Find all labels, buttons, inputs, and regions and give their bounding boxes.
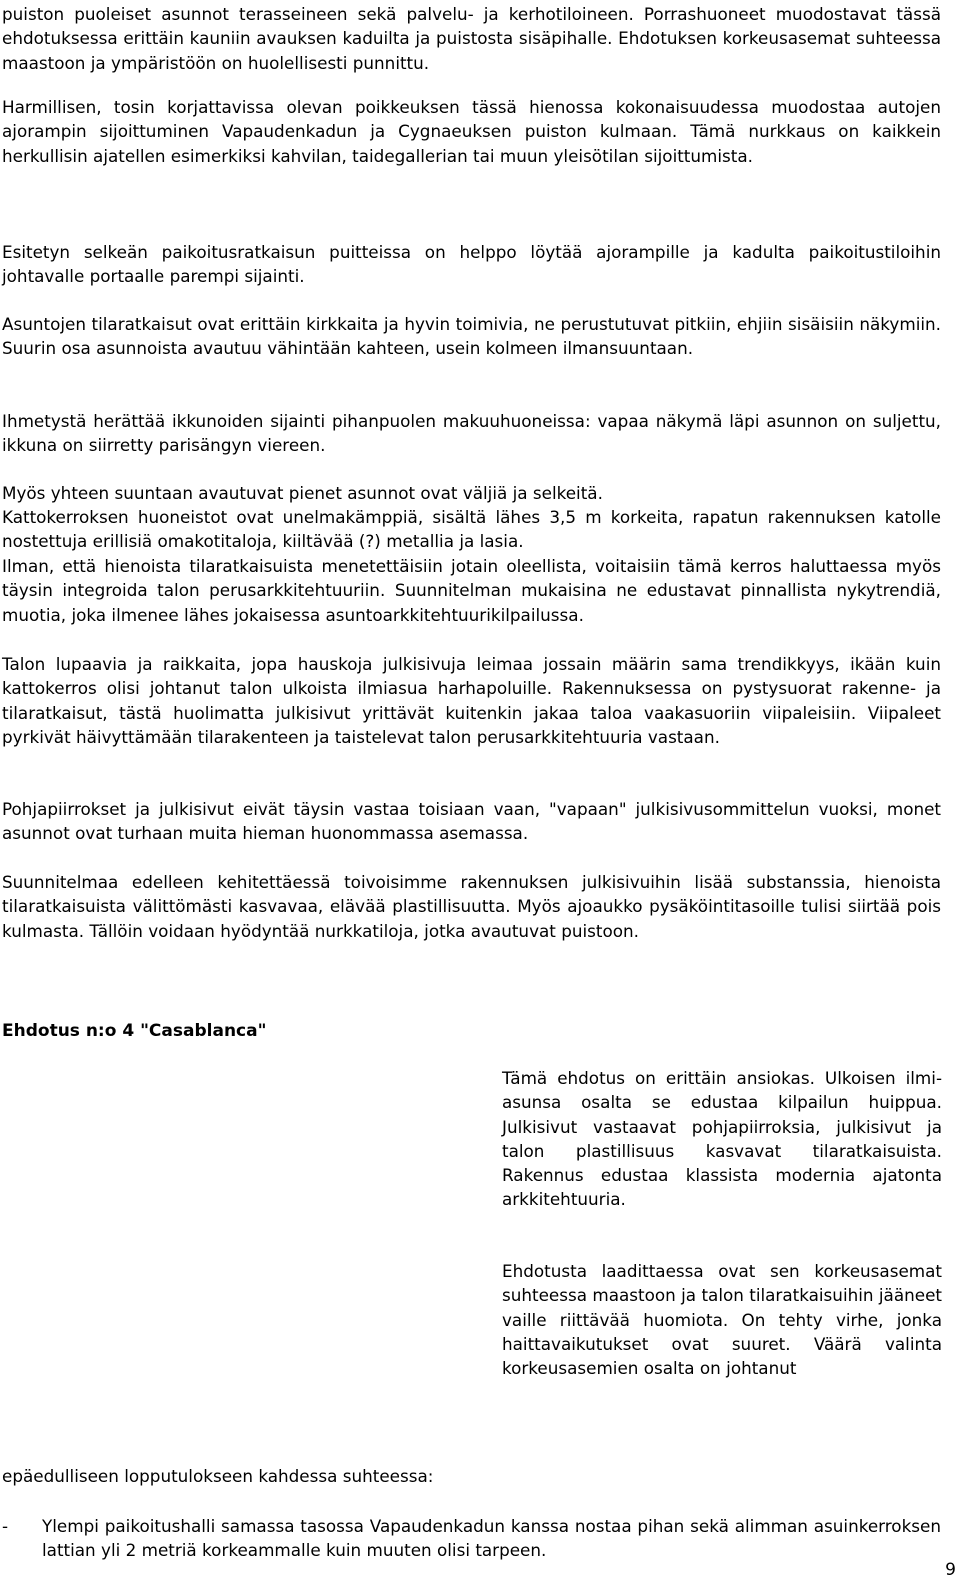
paragraph-integration: Ilman, että hienoista tilaratkaisuista menetettäisiin jotain oleellista, voitaisiin tämä kerros haluttaessa myös täysin integroida talon perusarkkitehtuuriin. Suunnitelman mukaisina ne edustavat pinnallista nykytrendiä, muotia, joka ilmenee lähes jokaisessa asuntoarkkitehtuurikilpailussa. — [2, 556, 941, 625]
paragraph-ramp: Harmillisen, tosin korjattavissa olevan poikkeuksen tässä hienossa kokonaisuudessa muodostaa autojen ajorampin sijoittuminen Vapaudenkadun ja Cygnaeuksen puiston kulmaan. Tämä nurkkaus on kaikkein herkullisin ajatellen esimerkiksi kahvilan, taidegallerian tai muun yleisötilan sijoittumista. — [2, 97, 941, 166]
list-marker: - — [2, 1516, 9, 1536]
section-heading: Ehdotus n:o 4 "Casablanca" — [2, 1021, 267, 1041]
right-column-paragraph-1: Tämä ehdotus on erittäin ansiokas. Ulkoisen ilmi-asunsa osalta se edustaa kilpailun huippua. Julkisivut vastaavat pohjapiirroksia, julkisivut ja talon plastillisuus kasvavat tilaratkaisuista. Rakennus edustaa klassista modernia ajatonta arkkitehtuuria. — [502, 1068, 942, 1210]
paragraph-layouts: Asuntojen tilaratkaisut ovat erittäin kirkkaita ja hyvin toimivia, ne perustutuvat pitkiin, ehjiin sisäisiin näkymiin. Suurin osa asunnoista avautuu vähintään kahteen, usein kolmeen ilmansuuntaan. — [2, 314, 941, 359]
paragraph-floorplans: Pohjapiirrokset ja julkisivut eivät täysin vastaa toisiaan vaan, "vapaan" julkisivusommittelun vuoksi, monet asunnot ovat turhaan muita hieman huonommassa asemassa. — [2, 799, 941, 844]
paragraph-windows: Ihmetystä herättää ikkunoiden sijainti pihanpuolen makuuhuoneissa: vapaa näkymä läpi asunnon on suljettu, ikkuna on siirretty parisängyn viereen. — [2, 411, 941, 456]
list-item — [2, 1514, 941, 1563]
page-number: 9 — [945, 1560, 956, 1580]
paragraph-continuation: epäedulliseen lopputulokseen kahdessa suhteessa: — [2, 1466, 434, 1486]
paragraph-penthouse: Kattokerroksen huoneistot ovat unelmakämppiä, sisältä lähes 3,5 m korkeita, rapatun rakennuksen katolle nostettuja erillisiä omakotitaloja, kiiltävää (?) metallia ja lasia. — [2, 507, 941, 552]
paragraph-facades: Talon lupaavia ja raikkaita, jopa hauskoja julkisivuja leimaa jossain määrin sama trendikkyys, ikään kuin kattokerros olisi johtanut talon ulkoista ilmiasua harhapoluille. Rakennuksessa on pystysuorat rakenne- ja tilaratkaisut, tästä huolimatta julkisivut yrittävät kuitenkin jakaa taloa vaakasuoriin viipaleisiin. Viipaleet pyrkivät häivyttämään tilarakenteen ja taistelevat talon perusarkkitehtuuria vastaan. — [2, 654, 941, 748]
right-column-paragraph-2: Ehdotusta laadittaessa ovat sen korkeusasemat suhteessa maastoon ja talon tilaratkaisuihin jääneet vaille riittävää huomiota. On tehty virhe, jonka haittavaikutukset ovat suuret. Väärä valinta korkeusasemien osalta on johtanut — [502, 1261, 942, 1379]
paragraph-parking: Esitetyn selkeän paikoitusratkaisun puitteissa on helppo löytää ajorampille ja kadulta paikoitustiloihin johtavalle portaalle parempi sijainti. — [2, 242, 941, 287]
paragraph-small-apartments: Myös yhteen suuntaan avautuvat pienet asunnot ovat väljiä ja selkeitä. — [2, 483, 603, 503]
list-item-text: Ylempi paikoitushalli samassa tasossa Vapaudenkadun kanssa nostaa pihan sekä alimman asuinkerroksen lattian yli 2 metriä korkeammalle kuin muuten olisi tarpeen. — [42, 1516, 941, 1561]
paragraph-development: Suunnitelmaa edelleen kehitettäessä toivoisimme rakennuksen julkisivuihin lisää substanssia, hienoista tilaratkaisuista välittömästi kasvavaa, elävää plastillisuutta. Myös ajoaukko pysäköintitasoille tulisi siirtää pois kulmasta. Tällöin voidaan hyödyntää nurkkatiloja, jotka avautuvat puistoon. — [2, 872, 941, 941]
paragraph-intro: puiston puoleiset asunnot terasseineen sekä palvelu- ja kerhotiloineen. Porrashuoneet muodostavat tässä ehdotuksessa erittäin kauniin avauksen kaduilta ja puistosta sisäpihalle. Ehdotuksen korkeusasemat suhteessa maastoon ja ympäristöön on huolellisesti punnittu. — [2, 4, 941, 73]
bullet-list — [2, 1514, 941, 1563]
